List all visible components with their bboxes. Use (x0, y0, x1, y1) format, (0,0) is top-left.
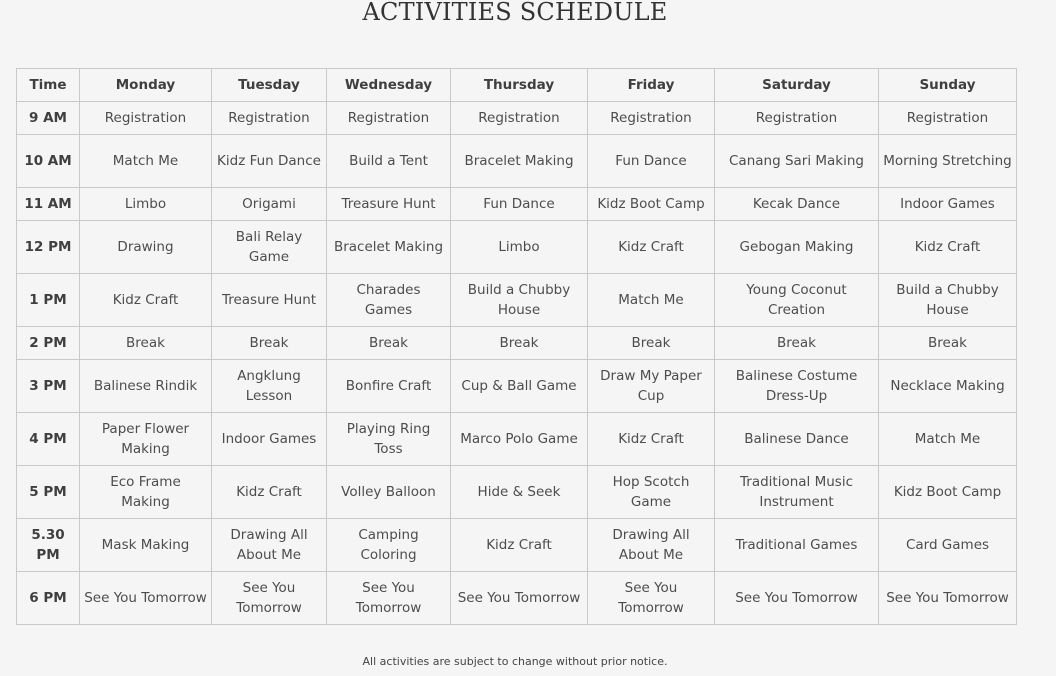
activity-cell: Kidz Craft (212, 466, 327, 519)
time-cell: 3 PM (17, 360, 80, 413)
activity-cell: Origami (212, 188, 327, 221)
activity-cell: Fun Dance (451, 188, 588, 221)
activity-cell: Kidz Fun Dance (212, 135, 327, 188)
activity-cell: Break (212, 327, 327, 360)
time-cell: 2 PM (17, 327, 80, 360)
column-header-friday: Friday (588, 69, 715, 102)
activity-cell: Build a Chubby House (451, 274, 588, 327)
activity-cell: Bonfire Craft (327, 360, 451, 413)
activity-cell: Canang Sari Making (715, 135, 879, 188)
column-header-saturday: Saturday (715, 69, 879, 102)
activity-cell: Registration (212, 102, 327, 135)
table-row (17, 221, 1017, 274)
activity-cell: See You Tomorrow (715, 572, 879, 625)
activity-cell: Charades Games (327, 274, 451, 327)
activity-cell: Bracelet Making (327, 221, 451, 274)
activity-cell: Indoor Games (879, 188, 1017, 221)
time-cell: 5 PM (17, 466, 80, 519)
activities-schedule-table (16, 68, 1017, 625)
table-row (17, 466, 1017, 519)
activity-cell: Limbo (451, 221, 588, 274)
activity-cell: Fun Dance (588, 135, 715, 188)
activity-cell: See You Tomorrow (327, 572, 451, 625)
activity-cell: Drawing All About Me (212, 519, 327, 572)
time-cell: 12 PM (17, 221, 80, 274)
activity-cell: Kecak Dance (715, 188, 879, 221)
activity-cell: See You Tomorrow (80, 572, 212, 625)
activity-cell: Marco Polo Game (451, 413, 588, 466)
activity-cell: Build a Chubby House (879, 274, 1017, 327)
time-cell: 5.30 PM (17, 519, 80, 572)
activity-cell: Kidz Boot Camp (588, 188, 715, 221)
activity-cell: Bracelet Making (451, 135, 588, 188)
table-row (17, 274, 1017, 327)
table-row (17, 413, 1017, 466)
activity-cell: Limbo (80, 188, 212, 221)
column-header-monday: Monday (80, 69, 212, 102)
activity-cell: Volley Balloon (327, 466, 451, 519)
activity-cell: Break (879, 327, 1017, 360)
page-title: ACTIVITIES SCHEDULE (362, 0, 668, 26)
activity-cell: Hide & Seek (451, 466, 588, 519)
activity-cell: See You Tomorrow (879, 572, 1017, 625)
time-cell: 9 AM (17, 102, 80, 135)
activity-cell: See You Tomorrow (212, 572, 327, 625)
activity-cell: Build a Tent (327, 135, 451, 188)
activity-cell: Kidz Craft (451, 519, 588, 572)
activity-cell: Balinese Costume Dress-Up (715, 360, 879, 413)
activity-cell: Paper Flower Making (80, 413, 212, 466)
activity-cell: See You Tomorrow (588, 572, 715, 625)
activity-cell: Cup & Ball Game (451, 360, 588, 413)
table-row (17, 572, 1017, 625)
table-row (17, 360, 1017, 413)
activity-cell: Match Me (588, 274, 715, 327)
activity-cell: Break (327, 327, 451, 360)
activity-cell: Traditional Music Instrument (715, 466, 879, 519)
activity-cell: Card Games (879, 519, 1017, 572)
column-header-sunday: Sunday (879, 69, 1017, 102)
activity-cell: Treasure Hunt (327, 188, 451, 221)
disclaimer-note: All activities are subject to change without prior notice. (362, 655, 668, 668)
activity-cell: Gebogan Making (715, 221, 879, 274)
activity-cell: Drawing All About Me (588, 519, 715, 572)
activity-cell: Registration (879, 102, 1017, 135)
time-cell: 10 AM (17, 135, 80, 188)
activity-cell: Kidz Craft (588, 221, 715, 274)
activity-cell: Hop Scotch Game (588, 466, 715, 519)
activity-cell: Break (80, 327, 212, 360)
activity-cell: See You Tomorrow (451, 572, 588, 625)
activity-cell: Registration (588, 102, 715, 135)
activity-cell: Registration (80, 102, 212, 135)
activity-cell: Indoor Games (212, 413, 327, 466)
activity-cell: Balinese Rindik (80, 360, 212, 413)
activity-cell: Kidz Craft (879, 221, 1017, 274)
activity-cell: Match Me (879, 413, 1017, 466)
activity-cell: Match Me (80, 135, 212, 188)
activity-cell: Eco Frame Making (80, 466, 212, 519)
activity-cell: Drawing (80, 221, 212, 274)
activity-cell: Bali Relay Game (212, 221, 327, 274)
time-cell: 4 PM (17, 413, 80, 466)
activity-cell: Kidz Craft (80, 274, 212, 327)
activity-cell: Balinese Dance (715, 413, 879, 466)
table-row (17, 327, 1017, 360)
activity-cell: Break (451, 327, 588, 360)
table-row (17, 519, 1017, 572)
activity-cell: Necklace Making (879, 360, 1017, 413)
activity-cell: Draw My Paper Cup (588, 360, 715, 413)
activity-cell: Break (715, 327, 879, 360)
activity-cell: Kidz Craft (588, 413, 715, 466)
time-cell: 11 AM (17, 188, 80, 221)
activity-cell: Young Coconut Creation (715, 274, 879, 327)
activity-cell: Mask Making (80, 519, 212, 572)
column-header-tuesday: Tuesday (212, 69, 327, 102)
activity-cell: Registration (327, 102, 451, 135)
activity-cell: Registration (715, 102, 879, 135)
activity-cell: Camping Coloring (327, 519, 451, 572)
table-row (17, 102, 1017, 135)
activity-cell: Traditional Games (715, 519, 879, 572)
column-header-time: Time (17, 69, 80, 102)
column-header-thursday: Thursday (451, 69, 588, 102)
table-row (17, 135, 1017, 188)
activity-cell: Treasure Hunt (212, 274, 327, 327)
activity-cell: Registration (451, 102, 588, 135)
time-cell: 1 PM (17, 274, 80, 327)
activity-cell: Break (588, 327, 715, 360)
activity-cell: Playing Ring Toss (327, 413, 451, 466)
activity-cell: Kidz Boot Camp (879, 466, 1017, 519)
table-header-row (17, 69, 1017, 102)
column-header-wednesday: Wednesday (327, 69, 451, 102)
activity-cell: Angklung Lesson (212, 360, 327, 413)
time-cell: 6 PM (17, 572, 80, 625)
table-row (17, 188, 1017, 221)
activity-cell: Morning Stretching (879, 135, 1017, 188)
